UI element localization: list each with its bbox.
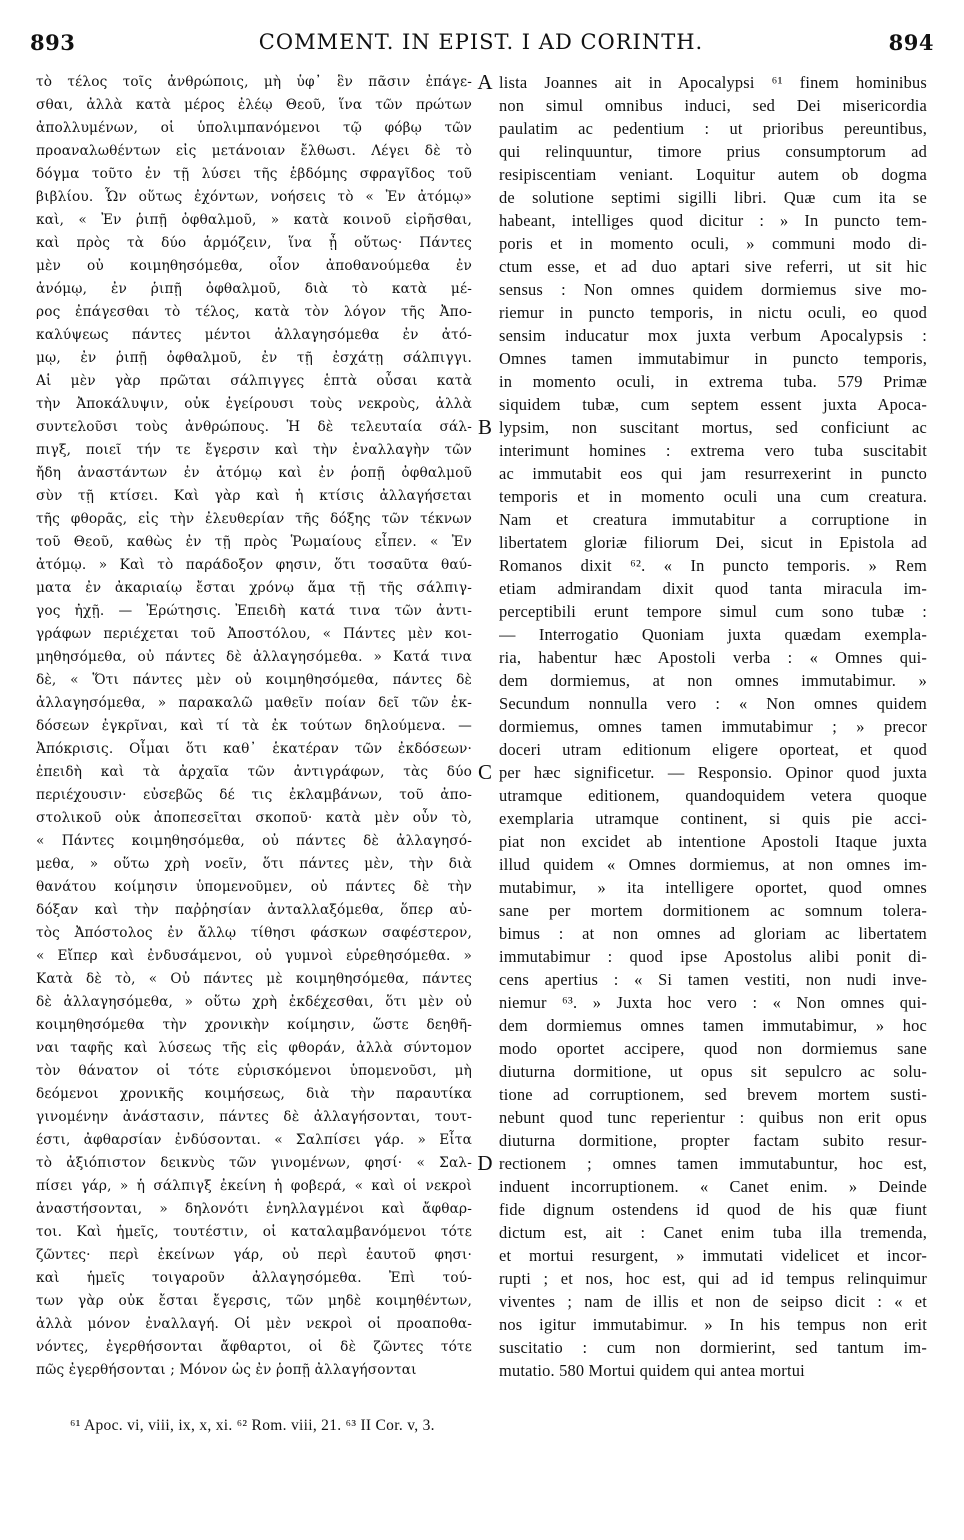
latin-text-line: lypsim, non suscitant mortus, sed conficiunt ac bbox=[499, 418, 927, 437]
greek-text-line: τῆς φθορᾶς, εἰς τὴν ἐλευθερίαν τῆς δόξης τῶν τέκνων bbox=[36, 511, 472, 527]
page-number-left: 893 bbox=[30, 30, 76, 55]
greek-text-line: των γὰρ οὐκ ἔσται ἔγερσις, τῶν μηδὲ κοιμηθέντων, bbox=[36, 1293, 472, 1309]
greek-text-line: μηθησόμεθα, οὐ πάντες δὲ ἀλλαγησόμεθα. » Κατά τινα bbox=[36, 649, 472, 665]
greek-text-column bbox=[36, 71, 472, 1382]
greek-text-line: μεθα, » οὕτω χρὴ νοεῖν, ὅτι πάντες μὲν, τὴν διὰ bbox=[36, 856, 472, 872]
greek-text-line: ναι ταφῆς καὶ λύσεως τῆς εἰς φθοράν, ἀλλὰ σύντομον bbox=[36, 1040, 472, 1056]
latin-text-line: qui relinquuntur, timore prius consumptorum ad bbox=[499, 142, 927, 161]
latin-text-line: sensus : Non omnes quidem dormiemus sive mo- bbox=[499, 280, 927, 299]
greek-text-line: νόντες, ἐγερθήσονται ἄφθαρτοι, οἱ δὲ ζῶντες τότε bbox=[36, 1339, 472, 1355]
greek-text-line: έστι, ἀφθαρσίαν ἐνδύσονται. « Σαλπίσει γάρ. » Εἶτα bbox=[36, 1132, 472, 1148]
greek-text-line: « Εἴπερ καὶ ἐνδυσάμενοι, οὐ γυμνοὶ εὑρεθησόμεθα. » bbox=[36, 948, 472, 964]
latin-text-line: — Interrogatio Quoniam juxta quædam exempla- bbox=[499, 625, 927, 644]
latin-text-column bbox=[499, 71, 927, 1382]
greek-text-line: μὲν οὐ κοιμηθησόμεθα, οἷον ἀποθανούμεθα ἐν bbox=[36, 258, 472, 274]
greek-text-line: τὸ ἀξιόπιστον δεικνὺς τῶν γινομένων, φησί· « Σαλ- bbox=[36, 1155, 472, 1171]
running-header bbox=[28, 30, 934, 60]
latin-text-line: cens apertius : « Si tamen vestiti, non nudi inve- bbox=[499, 970, 927, 989]
latin-text-line: utramque editionem, quandoquidem vetera quoque bbox=[499, 786, 927, 805]
greek-text-line: ρος ἐπάγεσθαι τὸ τέλος, κατὰ τὸν λόγον τῆς Ἀπο- bbox=[36, 304, 472, 320]
latin-text-line: etiam admirandam dixit quod tanta miracula im- bbox=[499, 579, 927, 598]
latin-text-line: Secundum nonnulla vero : « Non omnes quidem bbox=[499, 694, 927, 713]
latin-text-line: non simul omnibus induci, sed Dei misericordia bbox=[499, 96, 927, 115]
greek-text-line: δόγμα τοῦτο ἐν τῇ λύσει τῆς ἑβδόμης σφραγῖδος τοῦ bbox=[36, 166, 472, 182]
latin-text-line: sane per mortem dormitionem ac somnum tolera- bbox=[499, 901, 927, 920]
latin-text-line: sensim inducatur mox juxta verbum Apocalypsis : bbox=[499, 326, 927, 345]
greek-text-line: τοι. Καὶ ἡμεῖς, τουτέστιν, οἱ καταλαμβανόμενοι τότε bbox=[36, 1224, 472, 1240]
greek-text-line: βιβλίου. Ὧν οὕτως ἐχόντων, νοήσεις τὸ « Ἐν ἀτόμῳ» bbox=[36, 189, 472, 205]
greek-text-line: σὺν τῇ κτίσει. Καὶ γὰρ καὶ ἡ κτίσις ἀλλαγήσεται bbox=[36, 488, 472, 504]
greek-text-line: θανάτου κοίμησιν ὑπομενοῦμεν, οὐ πάντες δὲ τὴν bbox=[36, 879, 472, 895]
greek-text-line: καὶ ἡμεῖς τοιγαροῦν ἀλλαγησόμεθα. Ἐπὶ τού- bbox=[36, 1270, 472, 1286]
greek-text-line: ἤδη ἀναστάντων ἐν ἀτόμῳ καὶ ἐν ῥοπῇ ὀφθαλμοῦ bbox=[36, 465, 472, 481]
greek-text-line: δὲ ἀλλαγησόμεθα, » οὕτω χρὴ ἐκδέχεσθαι, ὅτι μὲν οὐ bbox=[36, 994, 472, 1010]
latin-text-line: modo oportet accipere, quod non dormiemus sane bbox=[499, 1039, 927, 1058]
greek-text-line: τὴν Ἀποκάλυψιν, οὐκ ἐγείρουσι τοὺς νεκροὺς, ἀλλὰ bbox=[36, 396, 472, 412]
greek-text-line: καὶ, « Ἐν ῥιπῇ ὀφθαλμοῦ, » κατὰ κοινοῦ εἰρῆσθαι, bbox=[36, 212, 472, 228]
greek-text-line: πιγξ, ποιεῖ τήν τε ἔγερσιν καὶ τὴν ἐναλλαγὴν τῶν bbox=[36, 442, 472, 458]
greek-text-line: προαναλωθέντων εἰς μετάνοιαν ἔλθωσι. Λέγει δὲ τὸ bbox=[36, 143, 472, 159]
latin-text-line: tione ad corruptionem, sed brevem mortem susti- bbox=[499, 1085, 927, 1104]
page-number-right: 894 bbox=[888, 30, 934, 55]
greek-text-line: γράφων περιέχεται τοῦ Ἀποστόλου, « Πάντες μὲν κοι- bbox=[36, 626, 472, 642]
latin-text-line: nos igitur immutabimur. » In his tempus non erit bbox=[499, 1315, 927, 1334]
latin-text-line: ctum esse, et ad duo aptari sive referri, ut sit hic bbox=[499, 257, 927, 276]
greek-text-line: τὸν θάνατον οἱ τότε εὑρισκόμενοι ὑπομενοῦσι, μὴ bbox=[36, 1063, 472, 1079]
margin-marker-a: A bbox=[477, 70, 493, 94]
greek-text-line: δὲ, « Ὅτι πάντες μὲν οὐ κοιμηθησόμεθα, πάντες δὲ bbox=[36, 672, 472, 688]
latin-text-line: mutatio. 580 Mortui quidem qui antea mortui bbox=[499, 1361, 805, 1380]
greek-text-line: μῳ, ἐν ῥιπῇ ὀφθαλμοῦ, ἐν τῇ ἐσχάτῃ σάλπιγγι. bbox=[36, 350, 472, 366]
latin-text-line: Omnes tamen immutabimur in puncto temporis, bbox=[499, 349, 927, 368]
greek-text-line: σθαι, ἀλλὰ κατὰ μέρος ἐλέῳ Θεοῦ, ἵνα τῶν πρώτων bbox=[36, 97, 472, 113]
greek-text-line: ματα ἐν ἀκαριαίῳ ἔσται χρόνῳ ἅμα τῇ τῆς σάλπιγ- bbox=[36, 580, 472, 596]
margin-marker-b: B bbox=[477, 415, 492, 439]
latin-text-line: rupti ; et nos, hoc est, qui ad id tempus relinquimur bbox=[499, 1269, 927, 1288]
greek-text-line: τοῦ Θεοῦ, καθὼς ἐν τῇ πρὸς Ῥωμαίους εἶπεν. « Ἐν bbox=[36, 534, 472, 550]
greek-text-line: Κατὰ δὲ τὸ, « Οὐ πάντες μὲ κοιμηθησόμεθα, πάντες bbox=[36, 971, 472, 987]
latin-text-line: de solutione septimi sigilli libri. Quæ cum ita se bbox=[499, 188, 927, 207]
latin-text-line: habeant, intelliges quod dicitur : » In puncto tem- bbox=[499, 211, 927, 230]
greek-text-line: ἀτόμῳ. » Καὶ τὸ παράδοξον φησιν, ὅτι τοσαῦτα θαύ- bbox=[36, 557, 472, 573]
latin-text-line: doceri utram editionum eligere oporteat, et quod bbox=[499, 740, 927, 759]
greek-text-line: δόσεων ἐγκρῖναι, καὶ τί τὰ ἐκ τούτων δηλούμενα. — bbox=[36, 718, 472, 734]
latin-text-line: in momento oculi, in extrema tuba. 579 Primæ bbox=[499, 372, 927, 391]
latin-text-line: interimunt homines : extrema vero tuba suscitabit bbox=[499, 441, 927, 460]
latin-text-line: exemplaria utramque continent, si quis pie acci- bbox=[499, 809, 927, 828]
greek-text-line: ζῶντες· περὶ ἐκείνων γάρ, οὐ περὶ ἑαυτοῦ φησι· bbox=[36, 1247, 472, 1263]
latin-text-line: lista Joannes ait in Apocalypsi ⁶¹ finem hominibus bbox=[499, 73, 927, 92]
latin-text-line: dictum est, ait : Canet enim tuba illa tremenda, bbox=[499, 1223, 927, 1242]
latin-text-line: per hæc significetur. — Responsio. Opinor quod juxta bbox=[499, 763, 927, 782]
latin-text-line: libertatem gloriæ filiorum Dei, sicut in Epistola ad bbox=[499, 533, 927, 552]
greek-text-line: ἀλλὰ μόνον ἐναλλαγή. Οἱ μὲν νεκροὶ οἱ προαποθα- bbox=[36, 1316, 472, 1332]
greek-text-line: κοιμηθησόμεθα τὴν χρονικὴν κοίμησιν, ὥστε δεηθῆ- bbox=[36, 1017, 472, 1033]
latin-text-line: rectionem ; omnes tamen immutabuntur, hoc est, bbox=[499, 1154, 927, 1173]
greek-text-line: ἐπειδὴ καὶ τὰ ἀρχαῖα τῶν ἀντιγράφων, τὰς δύο bbox=[36, 764, 472, 780]
latin-text-line: dem dormiemus omnes tamen immutabimur, » hoc bbox=[499, 1016, 927, 1035]
latin-text-line: piat non excidet ab intentione Apostoli Itaque juxta bbox=[499, 832, 927, 851]
latin-text-line: immutabimur : quod ipse Apostolus alibi ponit di- bbox=[499, 947, 927, 966]
latin-text-line: diuturna dormitione, ut opus sit sepulcro ac solu- bbox=[499, 1062, 927, 1081]
latin-text-line: dem dormiemus, at non omnes immutabimur. » bbox=[499, 671, 927, 690]
latin-text-line: viventes ; nam de illis et non de seipso dicit : « et bbox=[499, 1292, 927, 1311]
greek-text-line: Αἱ μὲν γὰρ πρῶται σάλπιγγες ἑπτὰ οὖσαι κατὰ bbox=[36, 373, 472, 389]
greek-text-line: γος ἠχῇ. — Ἐρώτησις. Ἐπειδὴ κατά τινα τῶν ἀντι- bbox=[36, 603, 472, 619]
latin-text-line: suscitatio : cum non dormierint, sed tantum im- bbox=[499, 1338, 927, 1357]
latin-text-line: bimus : at non omnes ad gloriam ac libertatem bbox=[499, 924, 927, 943]
latin-text-line: induent incorruptionem. « Canet enim. » Deinde bbox=[499, 1177, 927, 1196]
greek-text-line: καλύψεως πάντες μέντοι ἀλλαγησόμεθα ἐν ἀτό- bbox=[36, 327, 472, 343]
latin-text-line: siquidem tubæ, cum septem essent juxta Apoca- bbox=[499, 395, 927, 414]
greek-text-line: ἀλλαγησόμεθα, » παρακαλῶ μαθεῖν ποίαν δεῖ τῶν ἐκ- bbox=[36, 695, 472, 711]
latin-text-line: mutabimur, » ita intelligere oportet, quod omnes bbox=[499, 878, 927, 897]
latin-text-line: et mortui resurgent, » immutati videlicet et incor- bbox=[499, 1246, 927, 1265]
greek-text-line: δόξαν καὶ τὴν παῤῥησίαν ἀνταλλαξόμεθα, ὅπερ αὐ- bbox=[36, 902, 472, 918]
footnotes: ⁶¹ Apoc. vi, viii, ix, x, xi. ⁶² Rom. viii, 21. ⁶³ II Cor. v, 3. bbox=[70, 1417, 435, 1434]
latin-text-line: temporis et in momento oculi una cum creatura. bbox=[499, 487, 927, 506]
latin-text-line: Romanos dixit ⁶². « In puncto temporis. » Rem bbox=[499, 556, 927, 575]
greek-text-line: συντελοῦσι τοὺς ἀνθρώπους. Ἡ δὲ τελευταία σάλ- bbox=[36, 419, 472, 435]
latin-text-line: resipiscentiam veniant. Loquitur autem ob dogma bbox=[499, 165, 927, 184]
latin-text-line: fide dignum ostendens id quod de his quæ fiunt bbox=[499, 1200, 927, 1219]
greek-text-line: « Πάντες κοιμηθησόμεθα, οὐ πάντες δὲ ἀλλαγησό- bbox=[36, 833, 472, 849]
greek-text-line: στολικοῦ οὐκ ἀποπεσεῖται σκοποῦ· κατὰ μὲν οὖν τὸ, bbox=[36, 810, 472, 826]
latin-text-line: riemur in puncto temporis, in nictu oculi, eo quod bbox=[499, 303, 927, 322]
greek-text-line: τὸ τέλος τοῖς ἀνθρώποις, μὴ ὑφ᾽ ἓν πᾶσιν ἐπάγε- bbox=[36, 74, 472, 90]
margin-marker-c: C bbox=[477, 760, 492, 784]
greek-text-line: τὸς Ἀπόστολος ἐν ἄλλῳ τίθησι φάσκων σαφέστερον, bbox=[36, 925, 472, 941]
margin-marker-d: D bbox=[477, 1151, 493, 1175]
greek-text-line: περιέχουσιν· εὐσεβῶς δέ τις ἐκλαμβάνων, τοῦ ἀπο- bbox=[36, 787, 472, 803]
latin-text-line: dormiemus, omnes tamen immutabimur ; » precor bbox=[499, 717, 927, 736]
latin-text-line: niemur ⁶³. » Juxta hoc vero : « Non omnes qui- bbox=[499, 993, 927, 1012]
greek-text-line: πίσει γάρ, » ἡ σάλπιγξ ἐκείνη ἡ φοβερά, « καὶ οἱ νεκροὶ bbox=[36, 1178, 472, 1194]
running-title: COMMENT. IN EPIST. I AD CORINTH. bbox=[258, 30, 704, 54]
greek-text-line: Ἀπόκρισις. Οἶμαι ὅτι καθ᾽ ἑκατέραν τῶν ἐκδόσεων· bbox=[36, 741, 472, 757]
greek-text-line: ἀναστήσονται, » δηλονότι ἐνηλλαγμένοι καὶ ἄφθαρ- bbox=[36, 1201, 472, 1217]
latin-text-line: paulatim ac pedentium : ut prioribus pereuntibus, bbox=[499, 119, 927, 138]
greek-text-line: δεόμενοι χρονικῆς κοιμήσεως, διὰ τὴν παραυτίκα bbox=[36, 1086, 472, 1102]
greek-text-line: καὶ πρὸς τὰ δύο ἁρμόζειν, ἵνα ᾖ οὕτως· Πάντες bbox=[36, 235, 472, 251]
latin-text-line: ac immutabit eos qui jam resurrexerint in puncto bbox=[499, 464, 927, 483]
latin-text-line: diuturna dormitione, propter factam subito resur- bbox=[499, 1131, 927, 1150]
latin-text-line: illud quidem « Omnes dormiemus, at non omnes im- bbox=[499, 855, 927, 874]
latin-text-line: perceptibili erunt tempore simul cum sono tubæ : bbox=[499, 602, 927, 621]
greek-text-line: ἀνόμῳ, ἐν ῥιπῇ ὀφθαλμοῦ, διὰ τὸ κατὰ μέ- bbox=[36, 281, 472, 297]
latin-text-line: ria, habentur hæc Apostoli verba : « Omnes qui- bbox=[499, 648, 927, 667]
greek-text-line: πῶς ἐγερθήσονται ; Μόνον ὡς ἐν ῥοπῇ ἀλλαγήσονται bbox=[36, 1362, 417, 1378]
latin-text-line: poris et in momento oculi, » communi modo di- bbox=[499, 234, 927, 253]
latin-text-line: nebunt quod tunc reperientur : quibus non erit opus bbox=[499, 1108, 927, 1127]
latin-text-line: Nam et creatura immutabitur a corruptione in bbox=[499, 510, 927, 529]
greek-text-line: ἀπολλυμένων, οἱ ὑπολιμπανόμενοι τῷ φόβῳ τῶν bbox=[36, 120, 472, 136]
greek-text-line: γινομένην ἀνάστασιν, πάντες δὲ ἀλλαγήσονται, τουτ- bbox=[36, 1109, 472, 1125]
